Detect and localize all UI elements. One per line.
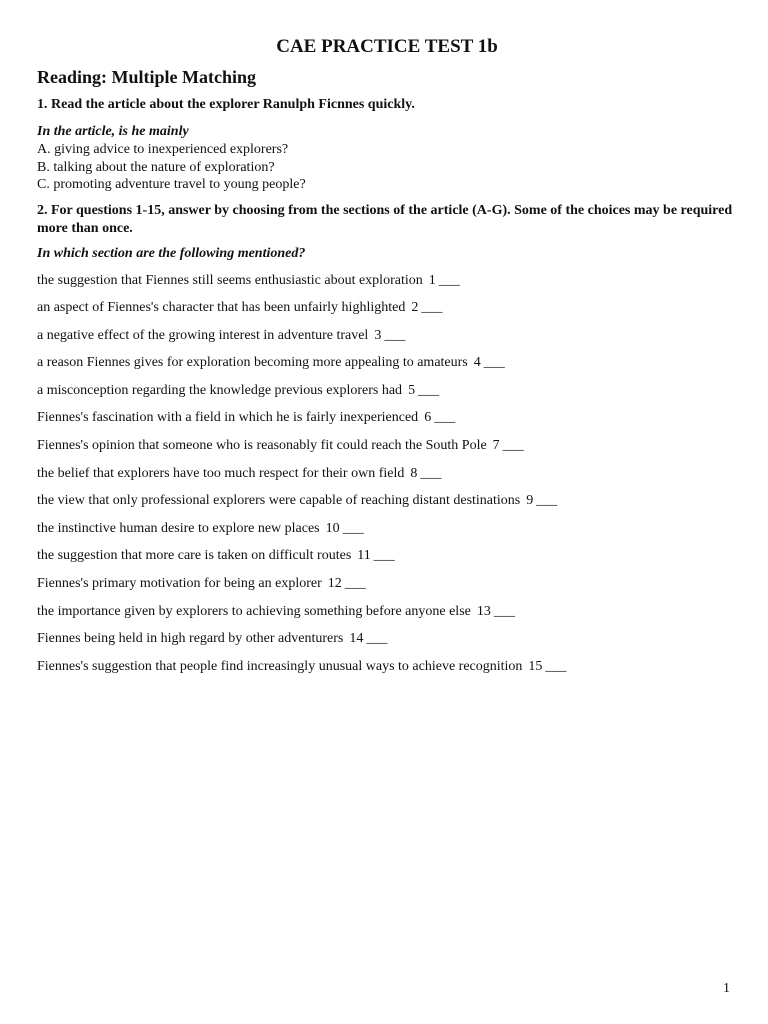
part1-question: In the article, is he mainly [37,124,189,139]
part2-question: In which section are the following mentioned? [37,245,306,261]
question-number: 9 [526,493,534,509]
question-item [37,327,737,355]
question-item [37,658,737,686]
question-item [37,547,737,575]
document-page [37,36,737,685]
question-number: 14 [349,631,364,647]
option-a: A. giving advice to inexperienced explorers? [37,142,289,157]
option-b: B. talking about the nature of exploration? [37,159,275,175]
question-text: the view that only professional explorers were capable of reaching distant destinations [37,493,521,509]
question-item [37,437,737,465]
question-text: Fiennes's opinion that someone who is reasonably fit could reach the South Pole [37,438,487,454]
question-item [37,354,737,382]
question-text: the instinctive human desire to explore new places [37,520,320,536]
question-text: Fiennes's suggestion that people find increasingly unusual ways to achieve recognition [37,658,523,674]
question-item [37,492,737,520]
question-number: 3 [374,327,382,343]
question-number: 6 [424,410,432,426]
question-number: 15 [528,658,543,674]
question-number: 13 [476,603,491,619]
question-item [37,382,737,410]
answer-blank[interactable]: ___ [366,631,388,647]
answer-blank[interactable]: ___ [536,493,558,509]
question-item [37,465,737,493]
section-heading: Reading: Multiple Matching [37,67,256,87]
question-item [37,299,737,327]
question-number: 8 [410,465,418,481]
question-number: 12 [327,576,342,592]
answer-blank[interactable]: ___ [373,548,395,564]
answer-blank[interactable]: ___ [384,327,406,343]
page-number: 1 [723,981,730,996]
answer-blank[interactable]: ___ [342,520,364,536]
question-item [37,520,737,548]
answer-blank[interactable]: ___ [545,658,567,674]
part2-instruction: 2. For questions 1-15, answer by choosing from the sections of the article (A-G). Some of the choices may be required more than once. [37,202,733,236]
question-text: the belief that explorers have too much respect for their own field [37,465,405,481]
question-item [37,272,737,300]
question-number: 5 [408,382,416,398]
question-text: the importance given by explorers to achieving something before anyone else [37,603,471,619]
answer-blank[interactable]: ___ [502,438,524,454]
question-number: 10 [325,520,340,536]
answer-blank[interactable]: ___ [493,603,515,619]
answer-blank[interactable]: ___ [483,355,505,371]
question-text: the suggestion that more care is taken on difficult routes [37,548,352,564]
question-list [37,272,737,686]
answer-blank[interactable]: ___ [421,300,443,316]
question-text: a reason Fiennes gives for exploration becoming more appealing to amateurs [37,355,468,371]
part1-options [37,141,737,194]
question-text: Fiennes being held in high regard by other adventurers [37,631,344,647]
question-text: Fiennes's fascination with a field in which he is fairly inexperienced [37,410,419,426]
answer-blank[interactable]: ___ [434,410,456,426]
question-text: the suggestion that Fiennes still seems enthusiastic about exploration [37,272,423,288]
question-text: an aspect of Fiennes's character that has been unfairly highlighted [37,300,406,316]
question-item [37,603,737,631]
question-number: 11 [357,548,371,564]
answer-blank[interactable]: ___ [344,576,366,592]
question-item [37,575,737,603]
part1-instruction: 1. Read the article about the explorer Ranulph Ficnnes quickly. [37,97,415,112]
answer-blank[interactable]: ___ [420,465,442,481]
question-text: Fiennes's primary motivation for being an explorer [37,576,322,592]
question-number: 4 [473,355,481,371]
answer-blank[interactable]: ___ [418,382,440,398]
question-text: a misconception regarding the knowledge previous explorers had [37,382,403,398]
question-number: 1 [428,272,436,288]
question-number: 7 [492,438,500,454]
answer-blank[interactable]: ___ [438,272,460,288]
question-text: a negative effect of the growing interest in adventure travel [37,327,369,343]
page-title: CAE PRACTICE TEST 1b [276,36,498,57]
question-number: 2 [411,300,419,316]
option-c: C. promoting adventure travel to young people? [37,177,306,192]
question-item [37,630,737,658]
question-item [37,409,737,437]
